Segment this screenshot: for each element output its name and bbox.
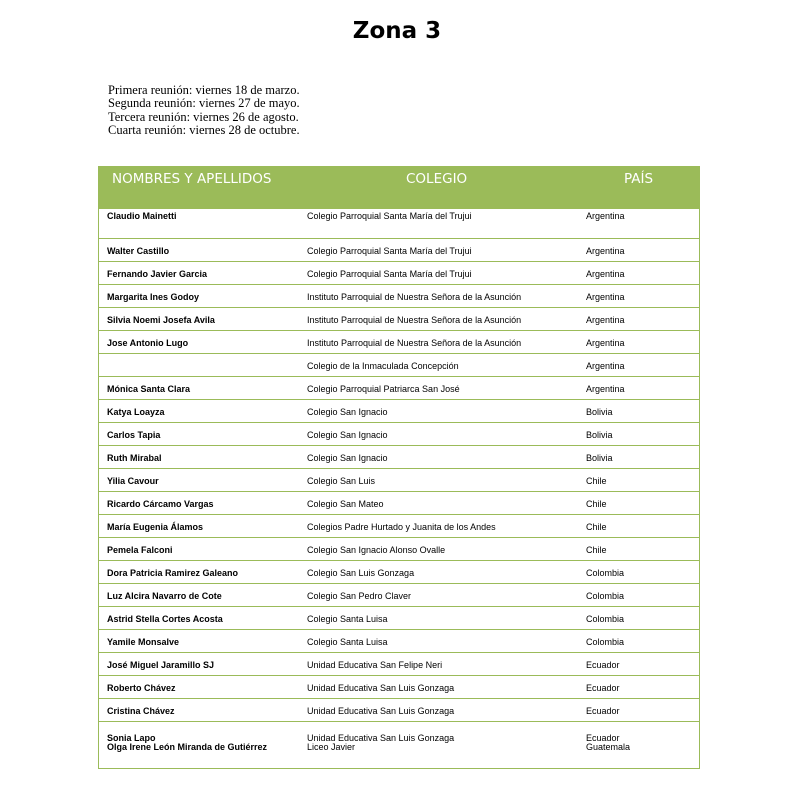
cell-school: Colegio Santa Luisa bbox=[307, 614, 388, 624]
cell-school: Colegios Padre Hurtado y Juanita de los Andes bbox=[307, 522, 496, 532]
table-row bbox=[99, 262, 699, 285]
cell-school: Colegio San Ignacio bbox=[307, 453, 388, 463]
table-header bbox=[98, 166, 700, 209]
meeting-line: Segunda reunión: viernes 27 de mayo. bbox=[108, 96, 300, 111]
table-row bbox=[99, 630, 699, 653]
cell-country: Chile bbox=[586, 545, 607, 555]
table-row bbox=[99, 742, 699, 769]
cell-school: Unidad Educativa San Luis Gonzaga bbox=[307, 733, 455, 743]
cell-school: Colegio San Luis bbox=[307, 476, 376, 486]
cell-school: Instituto Parroquial de Nuestra Señora de la Asunción bbox=[307, 315, 522, 325]
cell-school: Colegio San Ignacio bbox=[307, 407, 388, 417]
table-row bbox=[99, 584, 699, 607]
table-row bbox=[99, 492, 699, 515]
table-row bbox=[99, 446, 699, 469]
meeting-line: Primera reunión: viernes 18 de marzo. bbox=[108, 83, 300, 97]
cell-name: Dora Patricia Ramirez Galeano bbox=[107, 568, 239, 578]
cell-country: Argentina bbox=[586, 361, 625, 371]
cell-country: Chile bbox=[586, 522, 607, 532]
cell-country: Ecuador bbox=[586, 660, 620, 670]
cell-school: Colegio Parroquial Santa María del Trujui bbox=[307, 211, 472, 221]
cell-country: Colombia bbox=[586, 637, 625, 647]
table-row bbox=[99, 377, 699, 400]
cell-name: Pemela Falconi bbox=[107, 545, 173, 555]
meeting-line: Tercera reunión: viernes 26 de agosto. bbox=[108, 109, 299, 124]
cell-name: Sonia Lapo bbox=[107, 733, 156, 743]
table-row bbox=[99, 538, 699, 561]
cell-country: Bolivia bbox=[586, 453, 613, 463]
cell-name: Fernando Javier Garcia bbox=[107, 269, 208, 279]
cell-name: Yilia Cavour bbox=[107, 476, 159, 486]
cell-name: Mónica Santa Clara bbox=[107, 384, 191, 394]
participants-table bbox=[98, 166, 700, 769]
cell-name: José Miguel Jaramillo SJ bbox=[107, 660, 215, 670]
cell-name: Margarita Ines Godoy bbox=[107, 292, 200, 302]
cell-school: Instituto Parroquial de Nuestra Señora de la Asunción bbox=[307, 292, 522, 302]
cell-name: Silvia Noemi Josefa Avila bbox=[107, 315, 215, 325]
cell-country: Argentina bbox=[586, 315, 625, 325]
table-body bbox=[98, 209, 700, 769]
cell-school: Unidad Educativa San Luis Gonzaga bbox=[307, 683, 455, 693]
cell-country: Argentina bbox=[586, 384, 625, 394]
cell-name: Ricardo Cárcamo Vargas bbox=[107, 499, 214, 509]
cell-school: Colegio San Mateo bbox=[307, 499, 384, 509]
cell-country: Colombia bbox=[586, 614, 625, 624]
table-row bbox=[99, 607, 699, 630]
cell-name: Carlos Tapia bbox=[107, 430, 161, 440]
table-row bbox=[99, 653, 699, 676]
cell-country: Colombia bbox=[586, 568, 625, 578]
cell-school: Liceo Javier bbox=[307, 742, 356, 752]
cell-country: Argentina bbox=[586, 211, 625, 221]
cell-country: Bolivia bbox=[586, 430, 613, 440]
table-row bbox=[99, 354, 699, 377]
table-row bbox=[99, 699, 699, 722]
table-row bbox=[99, 331, 699, 354]
table-row bbox=[99, 676, 699, 699]
cell-country: Ecuador bbox=[586, 683, 620, 693]
cell-name: Cristina Chávez bbox=[107, 706, 175, 716]
header-school: COLEGIO bbox=[406, 171, 468, 187]
cell-name: Olga Irene León Miranda de Gutiérrez bbox=[107, 742, 268, 752]
cell-name: Yamile Monsalve bbox=[107, 637, 180, 647]
cell-school: Colegio de la Inmaculada Concepción bbox=[307, 361, 459, 371]
meeting-line: Cuarta reunión: viernes 28 de octubre. bbox=[108, 123, 300, 138]
table-row bbox=[99, 209, 699, 239]
cell-name: Jose Antonio Lugo bbox=[107, 338, 189, 348]
cell-country: Argentina bbox=[586, 292, 625, 302]
table-row bbox=[99, 400, 699, 423]
meeting-schedule bbox=[108, 84, 300, 138]
cell-country: Argentina bbox=[586, 338, 625, 348]
cell-name: Roberto Chávez bbox=[107, 683, 176, 693]
table-row bbox=[99, 561, 699, 584]
cell-name: Claudio Mainetti bbox=[107, 211, 177, 221]
cell-school: Unidad Educativa San Felipe Neri bbox=[307, 660, 443, 670]
table-row bbox=[99, 308, 699, 331]
cell-school: Colegio Parroquial Santa María del Trujui bbox=[307, 246, 472, 256]
cell-school: Instituto Parroquial de Nuestra Señora de la Asunción bbox=[307, 338, 522, 348]
header-country: PAÍS bbox=[624, 171, 654, 187]
cell-country: Colombia bbox=[586, 591, 625, 601]
header-names: NOMBRES Y APELLIDOS bbox=[112, 171, 272, 187]
cell-school: Colegio San Luis Gonzaga bbox=[307, 568, 415, 578]
cell-school: Colegio San Pedro Claver bbox=[307, 591, 412, 601]
cell-country: Ecuador bbox=[586, 733, 620, 743]
cell-country: Chile bbox=[586, 476, 607, 486]
cell-school: Colegio San Ignacio Alonso Ovalle bbox=[307, 545, 446, 555]
cell-country: Ecuador bbox=[586, 706, 620, 716]
cell-name: Walter Castillo bbox=[107, 246, 170, 256]
cell-name: Katya Loayza bbox=[107, 407, 165, 417]
cell-school: Colegio Santa Luisa bbox=[307, 637, 388, 647]
cell-school: Colegio San Ignacio bbox=[307, 430, 388, 440]
table-row bbox=[99, 285, 699, 308]
table-row bbox=[99, 515, 699, 538]
cell-name: María Eugenia Álamos bbox=[107, 522, 204, 532]
cell-country: Argentina bbox=[586, 246, 625, 256]
page-title: Zona 3 bbox=[352, 18, 442, 44]
cell-name: Luz Alcira Navarro de Cote bbox=[107, 591, 222, 601]
cell-country: Chile bbox=[586, 499, 607, 509]
cell-school: Unidad Educativa San Luis Gonzaga bbox=[307, 706, 455, 716]
table-row bbox=[99, 469, 699, 492]
cell-school: Colegio Parroquial Patriarca San José bbox=[307, 384, 460, 394]
table-row bbox=[99, 239, 699, 262]
cell-name: Ruth Mirabal bbox=[107, 453, 162, 463]
table-row bbox=[99, 423, 699, 446]
cell-school: Colegio Parroquial Santa María del Trujui bbox=[307, 269, 472, 279]
cell-country: Guatemala bbox=[586, 742, 631, 752]
cell-country: Argentina bbox=[586, 269, 625, 279]
cell-name: Astrid Stella Cortes Acosta bbox=[107, 614, 223, 624]
cell-country: Bolivia bbox=[586, 407, 613, 417]
